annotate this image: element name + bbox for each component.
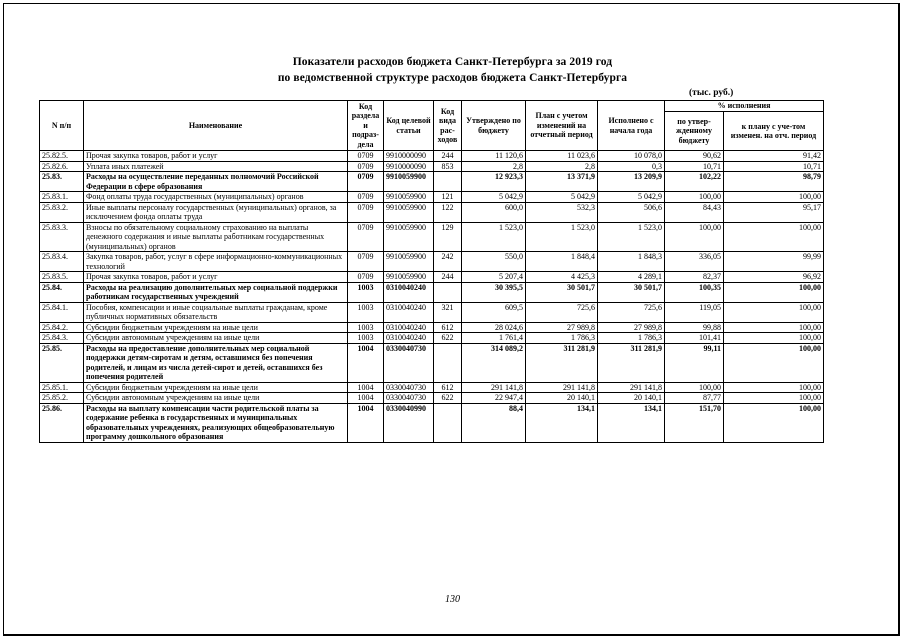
row-approved: 1 761,4	[462, 333, 526, 344]
row-pct-approved: 100,00	[665, 222, 724, 252]
document-subtitle: по ведомственной структуре расходов бюджета Санкт-Петербурга	[277, 72, 628, 84]
row-name: Субсидии автономным учреждениям на иные цели	[84, 333, 348, 344]
row-plan: 5 042,9	[526, 192, 598, 203]
row-approved: 1 523,0	[462, 222, 526, 252]
row-executed: 0,3	[598, 161, 665, 172]
budget-table	[39, 100, 824, 443]
row-kind-code	[434, 282, 462, 302]
row-section-code: 1004	[348, 382, 384, 393]
row-section-code: 0709	[348, 272, 384, 283]
page-number: 130	[445, 594, 460, 605]
row-approved: 314 089,2	[462, 343, 526, 382]
row-pct-plan: 100,00	[724, 403, 824, 442]
row-pct-plan: 100,00	[724, 222, 824, 252]
row-approved: 12 923,3	[462, 172, 526, 192]
row-target-code: 0310040240	[384, 282, 434, 302]
row-pct-approved: 10,71	[665, 161, 724, 172]
row-name: Пособия, компенсации и иные социальные выплаты гражданам, кроме публичных нормативных обязательств	[84, 302, 348, 322]
row-approved: 22 947,4	[462, 393, 526, 404]
row-target-code: 9910059900	[384, 192, 434, 203]
table-row	[40, 282, 824, 302]
row-pct-approved: 90,62	[665, 151, 724, 162]
row-executed: 311 281,9	[598, 343, 665, 382]
row-approved: 28 024,6	[462, 322, 526, 333]
row-executed: 20 140,1	[598, 393, 665, 404]
row-kind-code: 244	[434, 151, 462, 162]
row-approved: 5 042,9	[462, 192, 526, 203]
table-row	[40, 382, 824, 393]
row-target-code: 9910059900	[384, 202, 434, 222]
row-pct-approved: 102,22	[665, 172, 724, 192]
row-section-code: 1003	[348, 302, 384, 322]
row-kind-code: 612	[434, 322, 462, 333]
header-target-code: Код целевой статьи	[384, 101, 434, 151]
header-percent-group: % исполнения	[665, 101, 824, 112]
row-number: 25.83.4.	[40, 252, 84, 272]
row-number: 25.83.	[40, 172, 84, 192]
header-plan: План с учетом изменений на отчетный период	[526, 101, 598, 151]
row-name: Субсидии автономным учреждениям на иные цели	[84, 393, 348, 404]
row-approved: 609,5	[462, 302, 526, 322]
row-kind-code	[434, 172, 462, 192]
row-name: Прочая закупка товаров, работ и услуг	[84, 272, 348, 283]
row-section-code: 1003	[348, 322, 384, 333]
row-pct-approved: 100,00	[665, 192, 724, 203]
row-plan: 2,8	[526, 161, 598, 172]
row-pct-approved: 119,05	[665, 302, 724, 322]
table-row	[40, 161, 824, 172]
row-executed: 1 786,3	[598, 333, 665, 344]
row-pct-approved: 101,41	[665, 333, 724, 344]
row-number: 25.86.	[40, 403, 84, 442]
row-pct-plan: 100,00	[724, 192, 824, 203]
row-section-code: 0709	[348, 161, 384, 172]
row-pct-plan: 100,00	[724, 343, 824, 382]
row-kind-code: 244	[434, 272, 462, 283]
row-pct-plan: 100,00	[724, 382, 824, 393]
row-plan: 20 140,1	[526, 393, 598, 404]
row-section-code: 1004	[348, 393, 384, 404]
row-plan: 291 141,8	[526, 382, 598, 393]
row-pct-approved: 99,88	[665, 322, 724, 333]
row-section-code: 0709	[348, 252, 384, 272]
row-pct-plan: 91,42	[724, 151, 824, 162]
row-name: Закупка товаров, работ, услуг в сфере информационно-коммуникационных технологий	[84, 252, 348, 272]
row-target-code: 9910059900	[384, 222, 434, 252]
units-label: (тыс. руб.)	[689, 88, 734, 98]
row-executed: 4 289,1	[598, 272, 665, 283]
row-pct-plan: 100,00	[724, 322, 824, 333]
row-name: Субсидии бюджетным учреждениям на иные цели	[84, 382, 348, 393]
row-section-code: 1004	[348, 343, 384, 382]
row-number: 25.84.1.	[40, 302, 84, 322]
row-name: Иные выплаты персоналу государственных (муниципальных) органов, за исключением фонда оплаты труда	[84, 202, 348, 222]
row-number: 25.85.1.	[40, 382, 84, 393]
row-kind-code: 321	[434, 302, 462, 322]
row-pct-approved: 84,43	[665, 202, 724, 222]
row-executed: 10 078,0	[598, 151, 665, 162]
row-name: Расходы на реализацию дополнительных мер социальной поддержки работникам государственных учреждений	[84, 282, 348, 302]
document-title: Показатели расходов бюджета Санкт-Петербурга за 2019 год	[292, 56, 613, 68]
row-target-code: 9910059900	[384, 272, 434, 283]
row-pct-approved: 99,11	[665, 343, 724, 382]
row-target-code: 9910059900	[384, 252, 434, 272]
row-number: 25.82.5.	[40, 151, 84, 162]
row-executed: 30 501,7	[598, 282, 665, 302]
row-approved: 2,8	[462, 161, 526, 172]
header-name: Наименование	[84, 101, 348, 151]
row-name: Прочая закупка товаров, работ и услуг	[84, 151, 348, 162]
row-target-code: 0310040240	[384, 302, 434, 322]
row-kind-code: 242	[434, 252, 462, 272]
header-kind-code: Код вида рас-ходов	[434, 101, 462, 151]
row-executed: 1 848,3	[598, 252, 665, 272]
row-approved: 88,4	[462, 403, 526, 442]
table-row	[40, 252, 824, 272]
row-plan: 1 786,3	[526, 333, 598, 344]
row-plan: 30 501,7	[526, 282, 598, 302]
row-pct-approved: 87,77	[665, 393, 724, 404]
row-executed: 291 141,8	[598, 382, 665, 393]
row-section-code: 0709	[348, 202, 384, 222]
row-plan: 725,6	[526, 302, 598, 322]
row-pct-plan: 10,71	[724, 161, 824, 172]
row-executed: 1 523,0	[598, 222, 665, 252]
row-name: Расходы на осуществление переданных полномочий Российской Федерации в сфере образования	[84, 172, 348, 192]
row-target-code: 0330040730	[384, 343, 434, 382]
table-row	[40, 192, 824, 203]
row-approved: 291 141,8	[462, 382, 526, 393]
header-num: N п/п	[40, 101, 84, 151]
row-pct-plan: 100,00	[724, 302, 824, 322]
row-number: 25.84.3.	[40, 333, 84, 344]
row-plan: 1 848,4	[526, 252, 598, 272]
row-pct-approved: 100,35	[665, 282, 724, 302]
row-name: Фонд оплаты труда государственных (муниципальных) органов	[84, 192, 348, 203]
row-kind-code	[434, 343, 462, 382]
row-number: 25.83.3.	[40, 222, 84, 252]
row-pct-plan: 99,99	[724, 252, 824, 272]
row-name: Расходы на предоставление дополнительных мер социальной поддержки детям-сиротам и детям, оставшимся без попечения родителей, и лицам из числа детей-сирот и детей, оставшихся без попечения родителей	[84, 343, 348, 382]
table-row	[40, 343, 824, 382]
row-kind-code: 612	[434, 382, 462, 393]
row-number: 25.85.	[40, 343, 84, 382]
header-pct-approved: по утвер-жденному бюджету	[665, 112, 724, 151]
row-number: 25.84.2.	[40, 322, 84, 333]
table-row	[40, 322, 824, 333]
row-number: 25.84.	[40, 282, 84, 302]
header-executed: Исполнено с начала года	[598, 101, 665, 151]
row-kind-code: 853	[434, 161, 462, 172]
row-pct-plan: 96,92	[724, 272, 824, 283]
row-kind-code: 122	[434, 202, 462, 222]
row-plan: 13 371,9	[526, 172, 598, 192]
row-target-code: 0330040990	[384, 403, 434, 442]
row-section-code: 1004	[348, 403, 384, 442]
row-pct-plan: 100,00	[724, 393, 824, 404]
table-row	[40, 403, 824, 442]
row-executed: 13 209,9	[598, 172, 665, 192]
row-approved: 30 395,5	[462, 282, 526, 302]
row-kind-code: 622	[434, 393, 462, 404]
row-approved: 11 120,6	[462, 151, 526, 162]
header-section-code: Код раздела и подраз-дела	[348, 101, 384, 151]
table-row	[40, 333, 824, 344]
row-target-code: 0330040730	[384, 382, 434, 393]
table-row	[40, 172, 824, 192]
row-plan: 532,3	[526, 202, 598, 222]
row-kind-code	[434, 403, 462, 442]
row-target-code: 0310040240	[384, 333, 434, 344]
row-plan: 311 281,9	[526, 343, 598, 382]
row-approved: 550,0	[462, 252, 526, 272]
table-row	[40, 202, 824, 222]
row-name: Уплата иных платежей	[84, 161, 348, 172]
table-row	[40, 222, 824, 252]
row-plan: 11 023,6	[526, 151, 598, 162]
row-name: Субсидии бюджетным учреждениям на иные цели	[84, 322, 348, 333]
row-section-code: 0709	[348, 222, 384, 252]
header-approved: Утверждено по бюджету	[462, 101, 526, 151]
row-pct-approved: 336,05	[665, 252, 724, 272]
row-plan: 134,1	[526, 403, 598, 442]
header-pct-plan: к плану с уче-том изменен. на отч. период	[724, 112, 824, 151]
row-pct-approved: 82,37	[665, 272, 724, 283]
row-executed: 506,6	[598, 202, 665, 222]
row-kind-code: 129	[434, 222, 462, 252]
row-approved: 600,0	[462, 202, 526, 222]
row-executed: 725,6	[598, 302, 665, 322]
table-row	[40, 302, 824, 322]
row-section-code: 1003	[348, 333, 384, 344]
row-target-code: 9910000090	[384, 151, 434, 162]
row-pct-plan: 98,79	[724, 172, 824, 192]
row-kind-code: 622	[434, 333, 462, 344]
table-row	[40, 272, 824, 283]
row-number: 25.82.6.	[40, 161, 84, 172]
row-kind-code: 121	[434, 192, 462, 203]
row-executed: 134,1	[598, 403, 665, 442]
row-target-code: 0330040730	[384, 393, 434, 404]
row-pct-approved: 100,00	[665, 382, 724, 393]
row-section-code: 0709	[348, 192, 384, 203]
row-number: 25.83.5.	[40, 272, 84, 283]
row-pct-plan: 100,00	[724, 282, 824, 302]
row-number: 25.85.2.	[40, 393, 84, 404]
row-number: 25.83.2.	[40, 202, 84, 222]
row-plan: 4 425,3	[526, 272, 598, 283]
row-executed: 5 042,9	[598, 192, 665, 203]
table-row	[40, 151, 824, 162]
row-section-code: 0709	[348, 172, 384, 192]
row-name: Взносы по обязательному социальному страхованию на выплаты денежного содержания и иные выплаты работникам государственных (муниципальных) органов	[84, 222, 348, 252]
row-executed: 27 989,8	[598, 322, 665, 333]
row-section-code: 0709	[348, 151, 384, 162]
row-name: Расходы на выплату компенсации части родительской платы за содержание ребенка в государственных и муниципальных образовательных учреждениях, реализующих общеобразовательную программу дошкольного образования	[84, 403, 348, 442]
row-number: 25.83.1.	[40, 192, 84, 203]
table-row	[40, 393, 824, 404]
row-pct-plan: 95,17	[724, 202, 824, 222]
row-pct-plan: 100,00	[724, 333, 824, 344]
row-plan: 27 989,8	[526, 322, 598, 333]
row-section-code: 1003	[348, 282, 384, 302]
row-plan: 1 523,0	[526, 222, 598, 252]
row-target-code: 9910000090	[384, 161, 434, 172]
row-target-code: 9910059900	[384, 172, 434, 192]
row-pct-approved: 151,70	[665, 403, 724, 442]
row-target-code: 0310040240	[384, 322, 434, 333]
row-approved: 5 207,4	[462, 272, 526, 283]
